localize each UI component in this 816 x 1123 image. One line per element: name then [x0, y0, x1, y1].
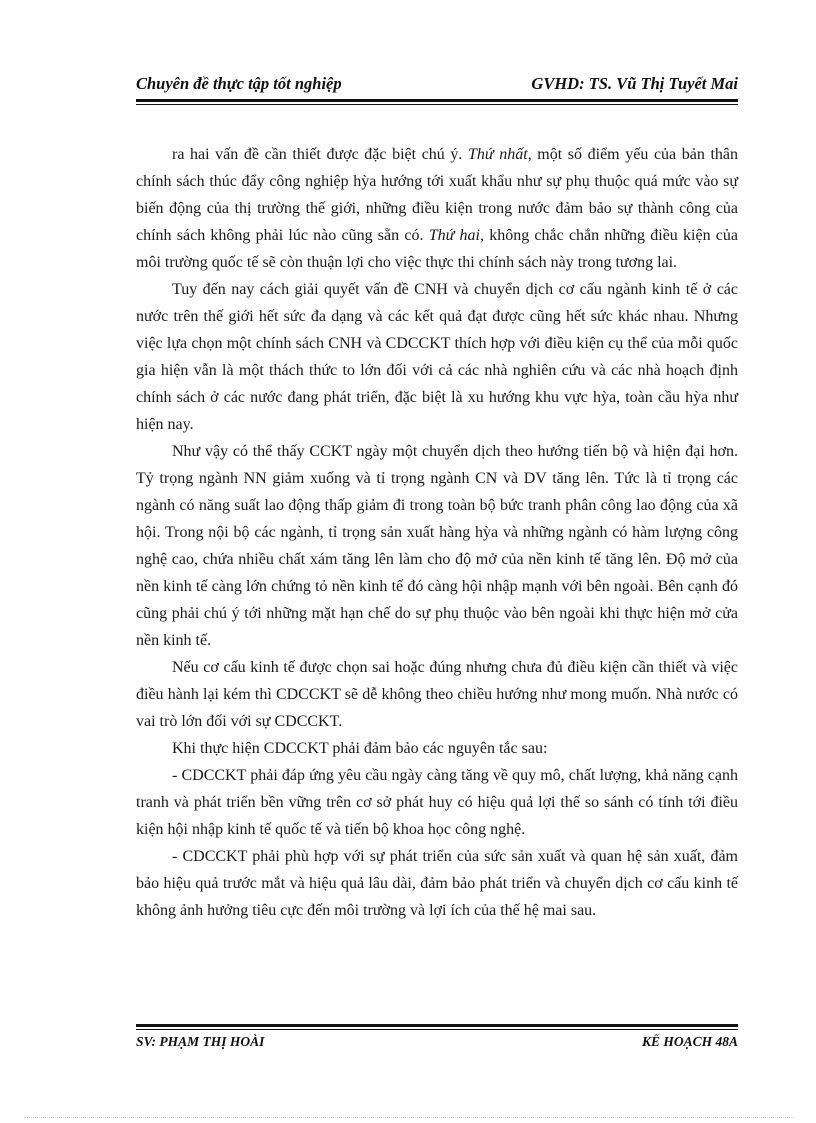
- paragraph-emphasis: Thứ hai: [428, 227, 480, 244]
- paragraph: [136, 735, 738, 762]
- footer-class: KẾ HOẠCH 48A: [641, 1034, 738, 1049]
- paragraph: [136, 843, 738, 924]
- header-supervisor: GVHD: TS. Vũ Thị Tuyết Mai: [531, 74, 738, 93]
- footer-rule-thick: [136, 1024, 738, 1027]
- paragraph: [136, 141, 738, 276]
- paragraph-text: - CDCCKT phải đáp ứng yêu cầu ngày càng tăng về quy mô, chất lượng, khả năng cạnh tranh và phát triển bền vững trên cơ sở phát huy có hiệu quả lợi thế so sánh có tính tới điều kiện hội nhập kinh tế quốc tế và tiến bộ khoa học công nghệ.: [136, 767, 738, 838]
- footer-student: SV: PHẠM THỊ HOÀI: [136, 1034, 265, 1049]
- header-rule-thin: [136, 104, 738, 105]
- paragraph: [136, 762, 738, 843]
- paragraph-text: Nếu cơ cấu kinh tế được chọn sai hoặc đúng nhưng chưa đủ điều kiện cần thiết và việc điều hành lại kém thì CDCCKT sẽ dễ không theo chiều hướng như mong muốn. Nhà nước có vai trò lớn đối với sự CDCCKT.: [136, 659, 738, 730]
- paragraph: [136, 438, 738, 654]
- header-rule-thick: [136, 99, 738, 102]
- paragraph-emphasis: Thứ nhất: [468, 146, 528, 163]
- paragraph: [136, 654, 738, 735]
- page-bottom-dotted-line: [24, 1117, 794, 1118]
- paragraph-text: , không chắc chắn những điều kiện của môi trường quốc tế sẽ còn thuận lợi cho việc thực thi chính sách này trong tương lai.: [136, 227, 738, 271]
- paragraph-text: Tuy đến nay cách giải quyết vấn đề CNH và chuyển dịch cơ cấu ngành kinh tế ở các nước trên thế giới hết sức đa dạng và các kết quả đạt được cũng hết sức khác nhau. Nhưng việc lựa chọn một chính sách CNH và CDCCKT thích hợp với điều kiện cụ thể của mỗi quốc gia hiện vẫn là một thách thức to lớn đối với cả các nhà nghiên cứu và các nhà hoạch định chính sách ở các nước đang phát triển, đặc biệt là xu hướng khu vực hỳa, toàn cầu hỳa như hiện nay.: [136, 281, 738, 433]
- header-title: Chuyên đề thực tập tốt nghiệp: [136, 74, 342, 93]
- paragraph-text: Như vậy có thể thấy CCKT ngày một chuyển dịch theo hướng tiến bộ và hiện đại hơn. Tỷ trọng ngành NN giảm xuống và tỉ trọng ngành CN và DV tăng lên. Tức là tỉ trọng các ngành có năng suất lao động thấp giảm đi trong toàn bộ bức tranh phân công lao động của xã hội. Trong nội bộ các ngành, tỉ trọng sản xuất hàng hỳa và những ngành có hàm lượng công nghệ cao, chứa nhiều chất xám tăng lên làm cho độ mở của nền kinh tế tăng lên. Độ mở của nền kinh tế càng lớn chứng tỏ nền kinh tế đó càng hội nhập mạnh với bên ngoài. Bên cạnh đó cũng phải chú ý tới những mặt hạn chế do sự phụ thuộc vào bên ngoài khi thực hiện mở cửa nền kinh tế.: [136, 443, 738, 649]
- page-header: [136, 72, 738, 102]
- footer-rule-thin: [136, 1029, 738, 1030]
- paragraph-text: , một số điểm yếu của bản thân chính sách thúc đẩy công nghiệp hỳa hướng tới xuất khẩu như sự phụ thuộc quá mức vào sự biến động của thị trường thế giới, những điều kiện trong nước đảm bảo sự thành công của chính sách không phải lúc nào cũng sẵn có.: [136, 146, 739, 244]
- document-body: [136, 141, 738, 924]
- paragraph: [136, 276, 738, 438]
- page-footer: [136, 1034, 738, 1056]
- paragraph-text: ra hai vấn đề cần thiết được đặc biệt chú ý.: [172, 146, 469, 163]
- paragraph-text: - CDCCKT phải phù hợp với sự phát triển của sức sản xuất và quan hệ sản xuất, đảm bảo hiệu quả trước mắt và hiệu quả lâu dài, đảm bảo phát triển và chuyển dịch cơ cấu kinh tế không ảnh hưởng tiêu cực đến môi trường và lợi ích của thế hệ mai sau.: [136, 848, 738, 919]
- paragraph-text: Khi thực hiện CDCCKT phải đảm bảo các nguyên tắc sau:: [172, 740, 548, 757]
